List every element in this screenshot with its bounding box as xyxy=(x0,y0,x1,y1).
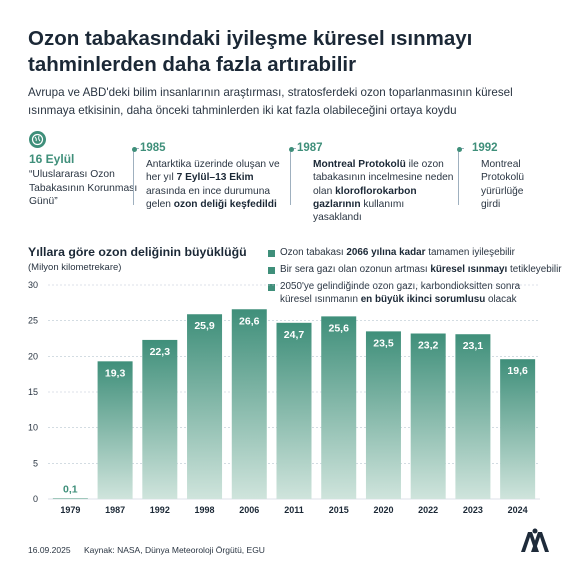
y-tick-label: 5 xyxy=(32,458,38,469)
x-tick-label: 2020 xyxy=(373,505,394,515)
x-tick-label: 1992 xyxy=(149,505,170,515)
note-3: 2050'ye gelindiğinde ozon gazı, karbondioksitten sonra küresel ısınmanın en büyük ikinci sorumlusu olacak xyxy=(280,281,521,305)
event-text-1992: Montreal Protokolü yürürlüğe girdi xyxy=(481,159,525,210)
value-label-1992: 22,3 xyxy=(149,345,171,358)
x-tick-label: 2022 xyxy=(418,505,439,515)
bar-2015 xyxy=(321,316,356,499)
bar-1987 xyxy=(98,361,133,499)
event-date-1985: 1985 xyxy=(140,142,166,154)
bar-1992 xyxy=(142,340,177,499)
footer-source: Kaynak: NASA, Dünya Meteoroloji Örgütü, EGU xyxy=(84,545,265,555)
y-tick-label: 25 xyxy=(27,315,38,326)
value-label-2024: 19,6 xyxy=(507,365,528,378)
value-label-1998: 25,9 xyxy=(194,320,215,333)
y-tick-label: 30 xyxy=(27,280,38,290)
y-tick-label: 15 xyxy=(27,387,38,397)
page-title: Ozon tabakasındaki iyileşme küresel ısınmayı tahminlerden daha fazla artırabilir xyxy=(28,27,473,76)
bar-2020 xyxy=(366,331,401,499)
value-label-2011: 24,7 xyxy=(283,328,305,341)
event-date-16-eylul: 16 Eylül xyxy=(29,152,75,166)
x-tick-label: 2006 xyxy=(239,505,260,515)
x-tick-label: 2024 xyxy=(507,505,528,515)
value-label-2015: 25,6 xyxy=(328,322,349,335)
page-subtitle: Avrupa ve ABD'deki bilim insanlarının araştırması, stratosferdeki ozon toparlanmasının küresel ısınmaya etkisinin, daha önceki tahminlerden iki kat fazla olabileceğini ortaya koydu xyxy=(28,86,513,117)
value-label-2022: 23,2 xyxy=(417,339,439,352)
y-tick-label: 20 xyxy=(27,351,38,362)
bar-2006 xyxy=(232,309,267,499)
event-date-1992: 1992 xyxy=(472,142,498,154)
bar-1979 xyxy=(53,498,88,499)
bar-1998 xyxy=(187,314,222,499)
value-label-2006: 26,6 xyxy=(239,315,260,328)
note-1: Ozon tabakası 2066 yılına kadar tamamen iyileşebilir xyxy=(280,247,515,258)
chart-unit-label: (Milyon kilometrekare) xyxy=(28,262,122,273)
footer-date: 16.09.2025 xyxy=(28,545,71,555)
x-tick-label: 2023 xyxy=(462,505,483,515)
bar-2024 xyxy=(500,359,535,499)
value-label-2020: 23,5 xyxy=(373,337,394,350)
bar-2011 xyxy=(277,323,312,499)
event-text-16-eylul: “Uluslararası Ozon Tabakasının Korunması Günü” xyxy=(29,169,138,207)
chart-title: Yıllara göre ozon deliğinin büyüklüğü xyxy=(28,245,247,259)
bar-2023 xyxy=(455,334,490,499)
y-tick-label: 10 xyxy=(27,422,38,433)
event-text-1985: Antarktika üzerinde oluşan ve her yıl 7 Eylül–13 Ekim arasında en ince durumuna gelen ozon deliği keşfedildi xyxy=(146,159,280,210)
bar-2022 xyxy=(411,334,446,499)
x-tick-label: 2011 xyxy=(284,505,304,515)
value-label-1979: 0,1 xyxy=(63,483,78,496)
x-tick-label: 1979 xyxy=(60,505,81,515)
x-tick-label: 2015 xyxy=(328,505,349,515)
event-text-1987: Montreal Protokolü ile ozon tabakasının incelmesine neden olan kloroflorokarbon gazlarının kullanımı yasaklandı xyxy=(313,159,454,224)
x-tick-label: 1987 xyxy=(105,505,126,515)
note-2: Bir sera gazı olan ozonun artması küresel ısınmayı tetikleyebilir xyxy=(280,264,562,275)
value-label-1987: 19,3 xyxy=(104,367,126,380)
y-tick-label: 0 xyxy=(32,494,38,504)
aa-logo-icon xyxy=(519,528,551,554)
value-label-2023: 23,1 xyxy=(462,340,484,353)
x-tick-label: 1998 xyxy=(194,505,215,515)
event-date-1987: 1987 xyxy=(297,142,323,154)
